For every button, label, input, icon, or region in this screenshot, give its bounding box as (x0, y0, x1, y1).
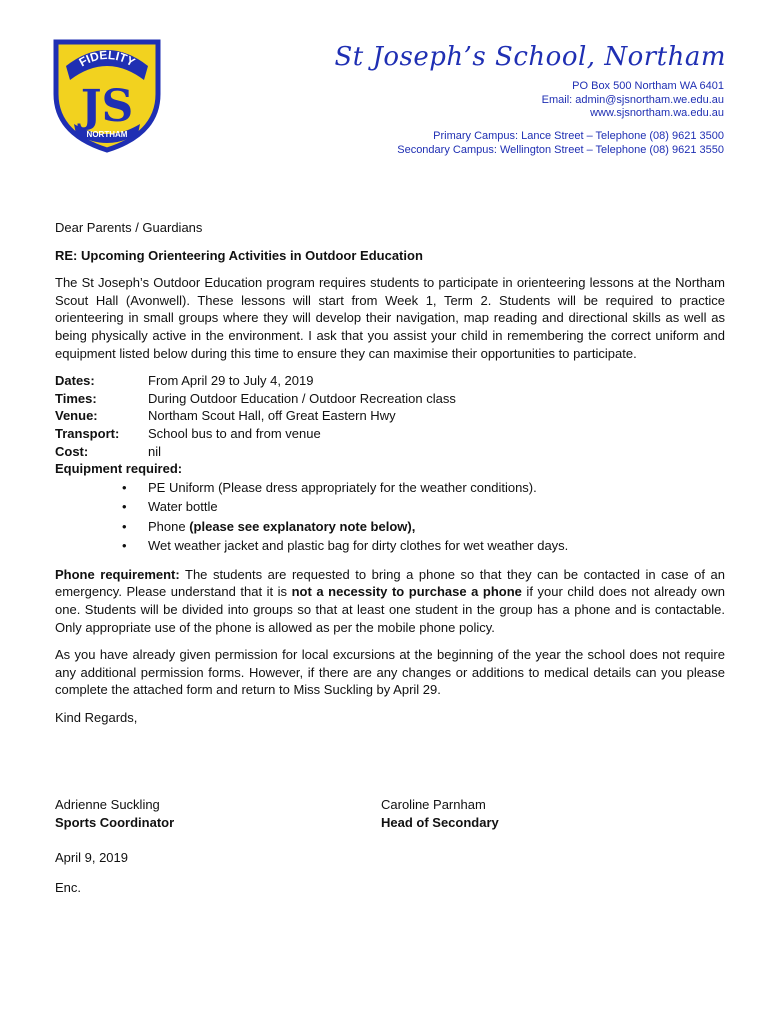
detail-label-times: Times: (55, 390, 97, 406)
detail-label-dates: Dates: (55, 373, 95, 389)
list-item: • Water bottle (148, 497, 725, 517)
svg-text:FIDELITY: FIDELITY (76, 47, 138, 70)
salutation: Dear Parents / Guardians (55, 220, 203, 235)
detail-value-dates: From April 29 to July 4, 2019 (148, 373, 314, 389)
signatory-right (381, 796, 499, 831)
secondary-campus-line: Secondary Campus: Wellington Street – Telephone (08) 9621 3550 (397, 143, 724, 156)
phone-requirement-paragraph: Phone requirement: The students are requested to bring a phone so that they can be contacted in case of an emergency. Please understand that it is not a necessity to purchase a phone if your child does not already own one. Students will be divided into groups so that at least one student in the group has a phone and is contactable. Only appropriate use of the phone is allowed as per the mobile phone policy. (55, 566, 725, 635)
svg-text:NORTHAM: NORTHAM (86, 130, 128, 139)
equipment-list (55, 478, 725, 556)
detail-label-cost: Cost: (55, 443, 89, 459)
email-line: Email: admin@sjsnortham.we.edu.au (541, 93, 724, 106)
list-item: • Wet weather jacket and plastic bag for dirty clothes for wet weather days. (148, 536, 725, 556)
letter-body (55, 219, 725, 897)
signatory-title: Head of Secondary (381, 815, 499, 831)
detail-label-transport: Transport: (55, 425, 120, 441)
campus-info (397, 130, 724, 157)
signatures (55, 796, 725, 836)
detail-value-venue: Northam Scout Hall, off Great Eastern Hwy (148, 408, 396, 424)
detail-value-cost: nil (148, 443, 162, 459)
svg-text:JS: JS (80, 81, 134, 132)
school-address (542, 80, 724, 121)
school-name: St Joseph’s School, Northam (334, 42, 726, 72)
detail-value-times: During Outdoor Education / Outdoor Recreation class (148, 390, 456, 406)
closing: Kind Regards, (55, 709, 138, 725)
signatory-title: Sports Coordinator (55, 815, 175, 831)
equipment-heading: Equipment required: (55, 461, 183, 477)
enclosure-note: Enc. (55, 880, 82, 896)
school-crest-logo (52, 36, 162, 154)
subject-line: RE: Upcoming Orienteering Activities in Outdoor Education (55, 247, 423, 263)
detail-label-venue: Venue: (55, 408, 98, 424)
permission-paragraph: As you have already given permission for local excursions at the beginning of the year the school does not require any additional permission forms. However, if there are any changes or additions to medical details can you please complete the attached form and return to Miss Suckling by April 29. (55, 647, 725, 698)
signatory-name: Adrienne Suckling (55, 797, 160, 813)
event-details (55, 372, 725, 460)
letter-date: April 9, 2019 (55, 850, 128, 866)
primary-campus-line: Primary Campus: Lance Street – Telephone (08) 9621 3500 (433, 130, 724, 142)
signatory-left (55, 796, 174, 831)
detail-value-transport: School bus to and from venue (148, 425, 321, 441)
intro-paragraph: The St Joseph’s Outdoor Education program requires students to participate in orienteering lessons at the Northam Scout Hall (Avonwell). These lessons will start from Week 1, Term 2. Students will be required to practice orienteering in small groups where they will develop their navigation, map reading and directional skills as well as being physically active in the environment. I ask that you assist your child in remembering the correct uniform and equipment listed below during this time to ensure they can maximise their opportunities to participate. (55, 275, 725, 361)
list-item: • PE Uniform (Please dress appropriately for the weather conditions). (148, 478, 725, 498)
signatory-name: Caroline Parnham (381, 797, 486, 813)
website-line: www.sjsnortham.wa.edu.au (590, 107, 724, 119)
list-item: • Phone (please see explanatory note below), (148, 517, 725, 537)
address-line: PO Box 500 Northam WA 6401 (572, 80, 724, 92)
